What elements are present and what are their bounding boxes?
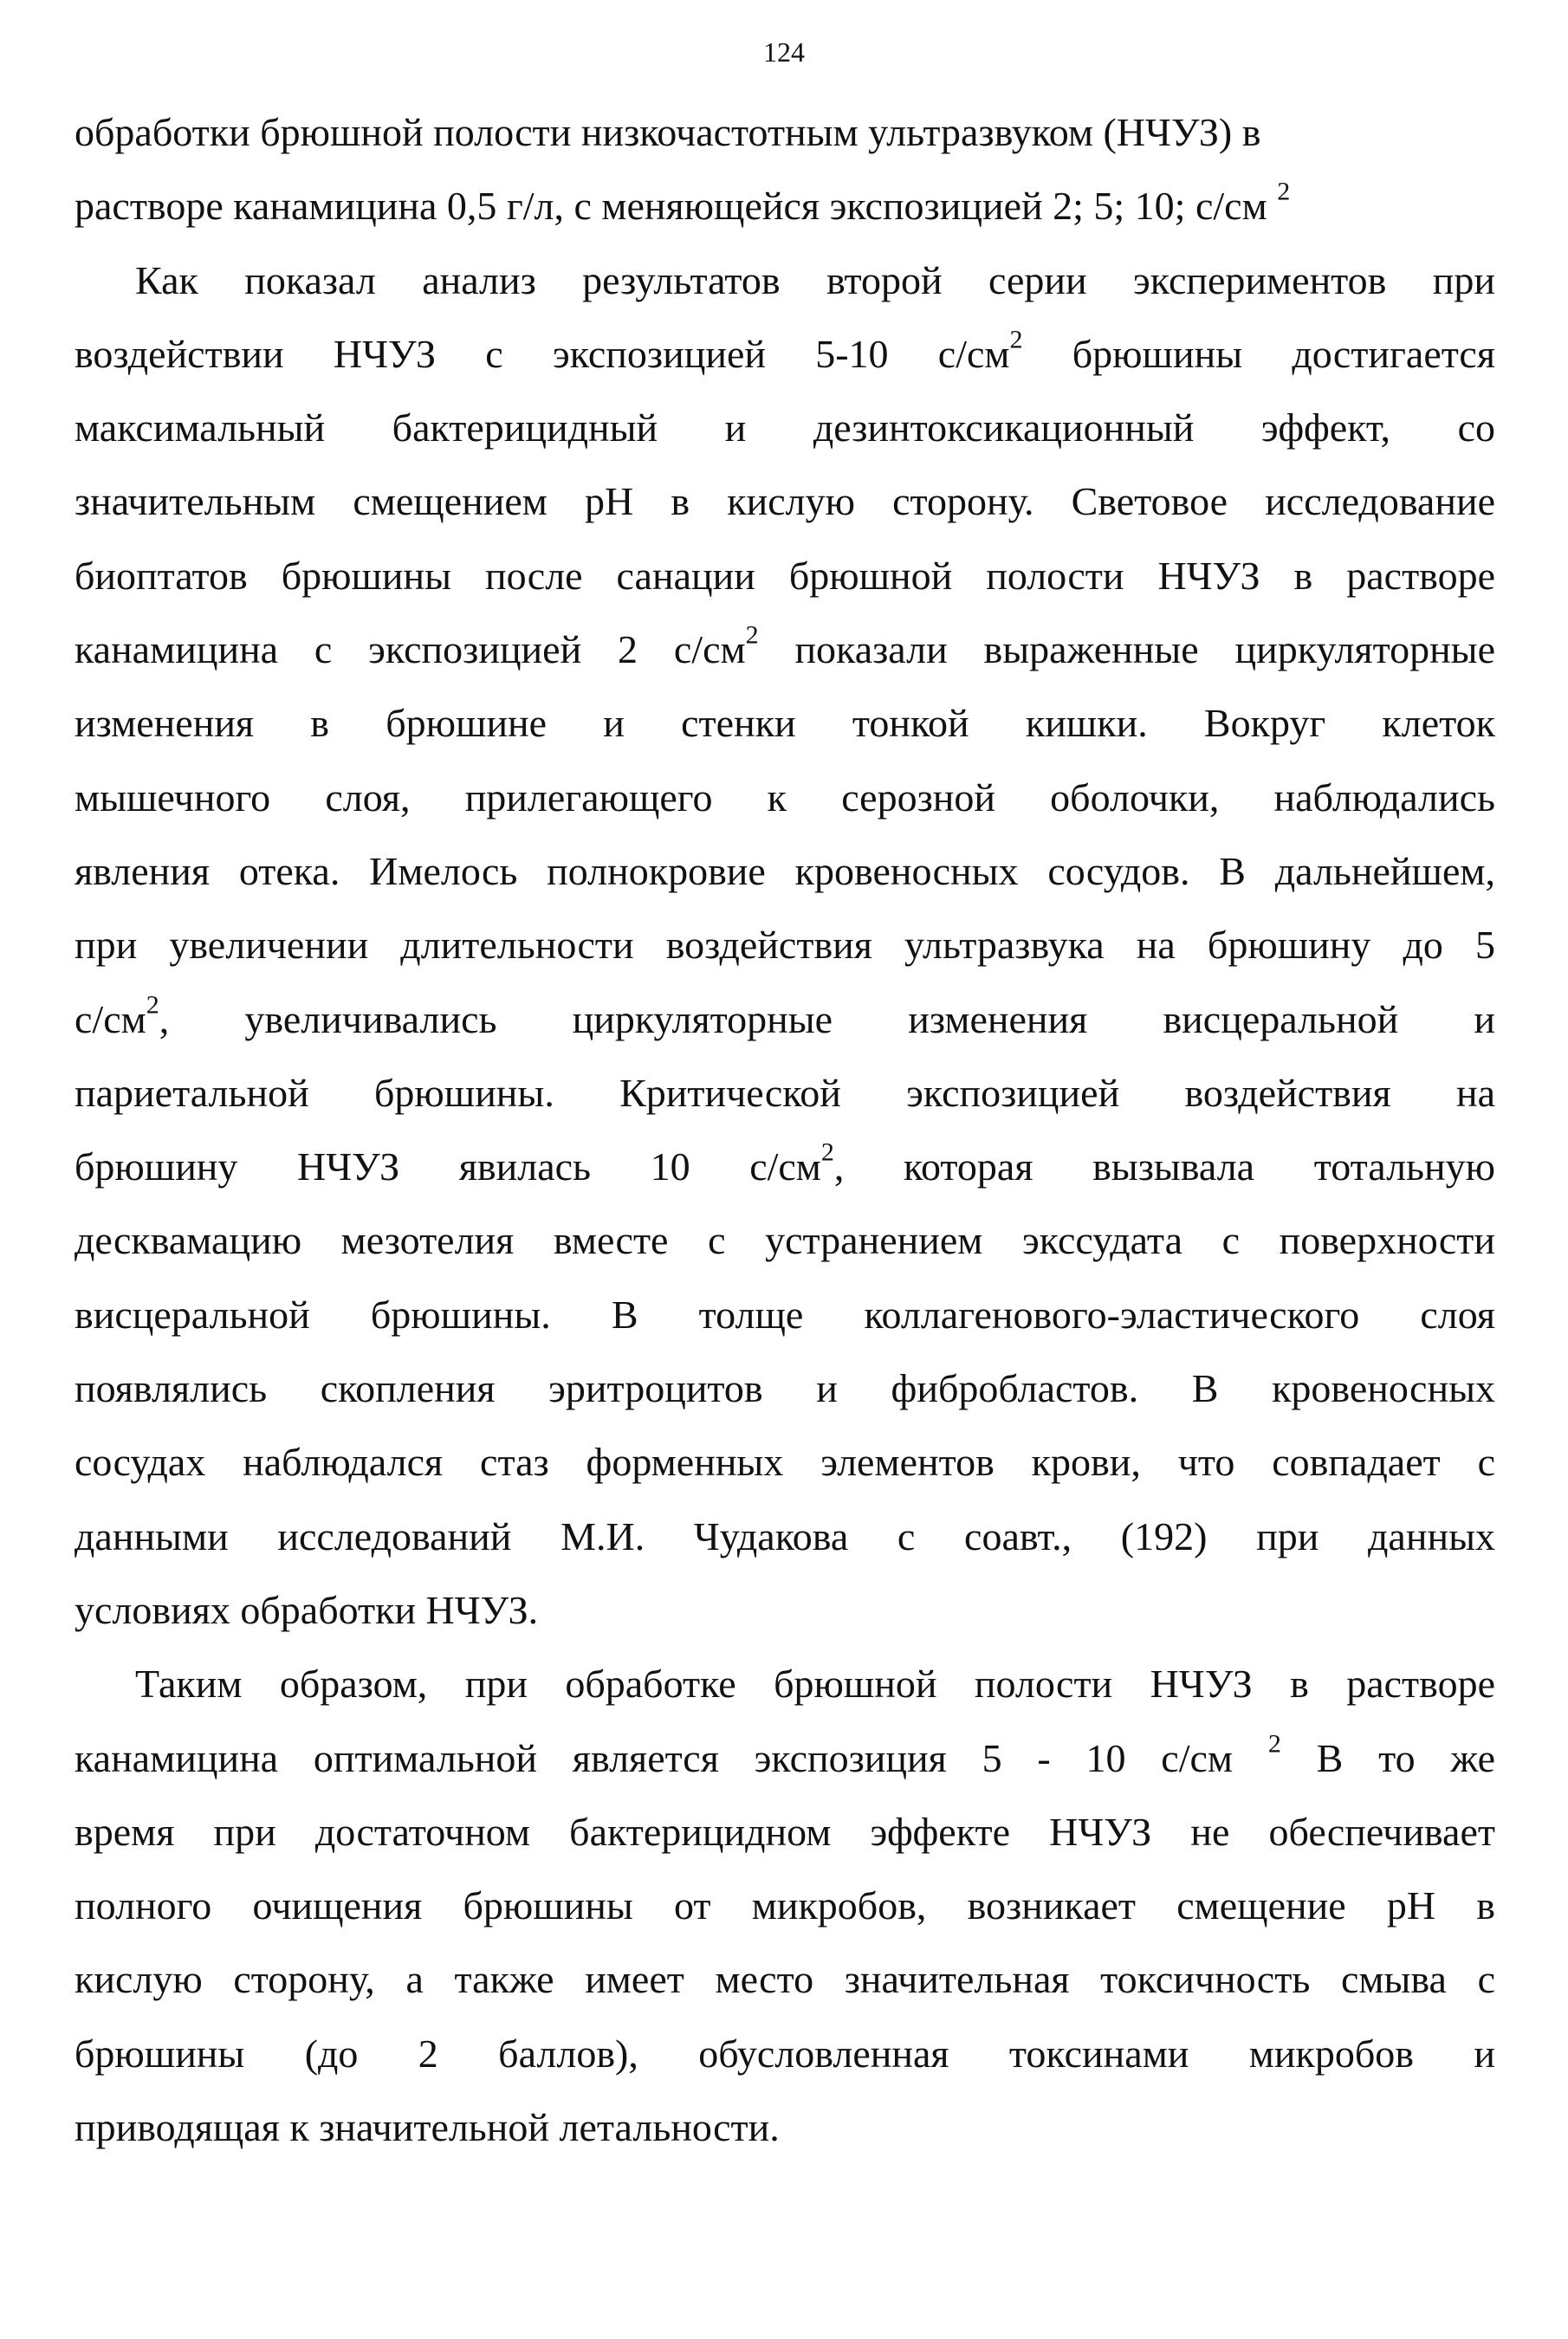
text-line: время при достаточном бактерицидном эффекте НЧУЗ не обеспечивает	[75, 1809, 1495, 1854]
text-line: изменения в брюшине и стенки тонкой кишки. Вокруг клеток	[75, 701, 1495, 746]
text-line: висцеральной брюшины. В толще коллагенового-эластического слоя	[75, 1292, 1495, 1337]
text-line: появлялись скопления эритроцитов и фибробластов. В кровеносных	[75, 1366, 1495, 1411]
text-line: париетальной брюшины. Критической экспозицией воздействия на	[75, 1070, 1495, 1115]
text-line: приводящая к значительной летальности.	[75, 2105, 780, 2150]
superscript: 2	[1267, 1729, 1281, 1759]
text-line: брюшины (до 2 баллов), обусловленная токсинами микробов и	[75, 2031, 1495, 2076]
text-line: воздействии НЧУЗ с экспозицией 5-10 $с/см^2$ брюшины достигается	[75, 325, 1495, 376]
body-text	[75, 95, 1495, 2164]
text-line: брюшину НЧУЗ явилась 10 $с/см^2$, которая вызывала тотальную	[75, 1137, 1495, 1189]
page-number: 124	[763, 36, 805, 68]
text-line: максимальный бактерицидный и дезинтоксикационный эффект, со	[75, 405, 1495, 450]
text-line: при увеличении длительности воздействия ультразвука на брюшину до 5	[75, 923, 1495, 968]
superscript: 2	[1277, 177, 1291, 206]
text-line: растворе канамицина 0,5 г/л, с меняющейся экспозицией 2; 5; 10; с/см $^2$	[75, 177, 1291, 229]
text-line: Как показал анализ результатов второй серии экспериментов при	[135, 257, 1495, 302]
text-line: явления отека. Имелось полнокровие кровеносных сосудов. В дальнейшем,	[75, 848, 1495, 893]
text-line: обработки брюшной полости низкочастотным ультразвуком (НЧУЗ) в	[75, 110, 1261, 154]
text-line: канамицина оптимальной является экспозиция 5 - 10 с/см $^2$ В то же	[75, 1729, 1495, 1780]
text-line: условиях обработки НЧУЗ.	[75, 1587, 539, 1632]
text-line: сосудах наблюдался стаз форменных элементов крови, что совпадает с	[75, 1440, 1495, 1485]
text-line: канамицина с экспозицией 2 $с/см^2$ показали выраженные циркуляторные	[75, 620, 1495, 672]
text-line: полного очищения брюшины от микробов, возникает смещение рН в	[75, 1883, 1495, 1928]
superscript: 2	[745, 620, 759, 650]
superscript: 2	[1009, 325, 1023, 354]
text-line: десквамацию мезотелия вместе с устранением экссудата с поверхности	[75, 1218, 1495, 1263]
superscript: 2	[146, 990, 159, 1020]
text-line: кислую сторону, а также имеет место значительная токсичность смыва с	[75, 1957, 1495, 2002]
text-line: мышечного слоя, прилегающего к серозной оболочки, наблюдались	[75, 774, 1495, 820]
text-line: Таким образом, при обработке брюшной полости НЧУЗ в растворе	[135, 1662, 1495, 1707]
superscript: 2	[820, 1137, 834, 1167]
text-line: данными исследований М.И. Чудакова с соавт., (192) при данных	[75, 1513, 1495, 1558]
text-line: биоптатов брюшины после санации брюшной полости НЧУЗ в растворе	[75, 553, 1495, 598]
text-line: значительным смещением рН в кислую сторону. Световое исследование	[75, 479, 1495, 524]
text-line: $с/см^2$, увеличивались циркуляторные изменения висцеральной и	[75, 990, 1495, 1041]
